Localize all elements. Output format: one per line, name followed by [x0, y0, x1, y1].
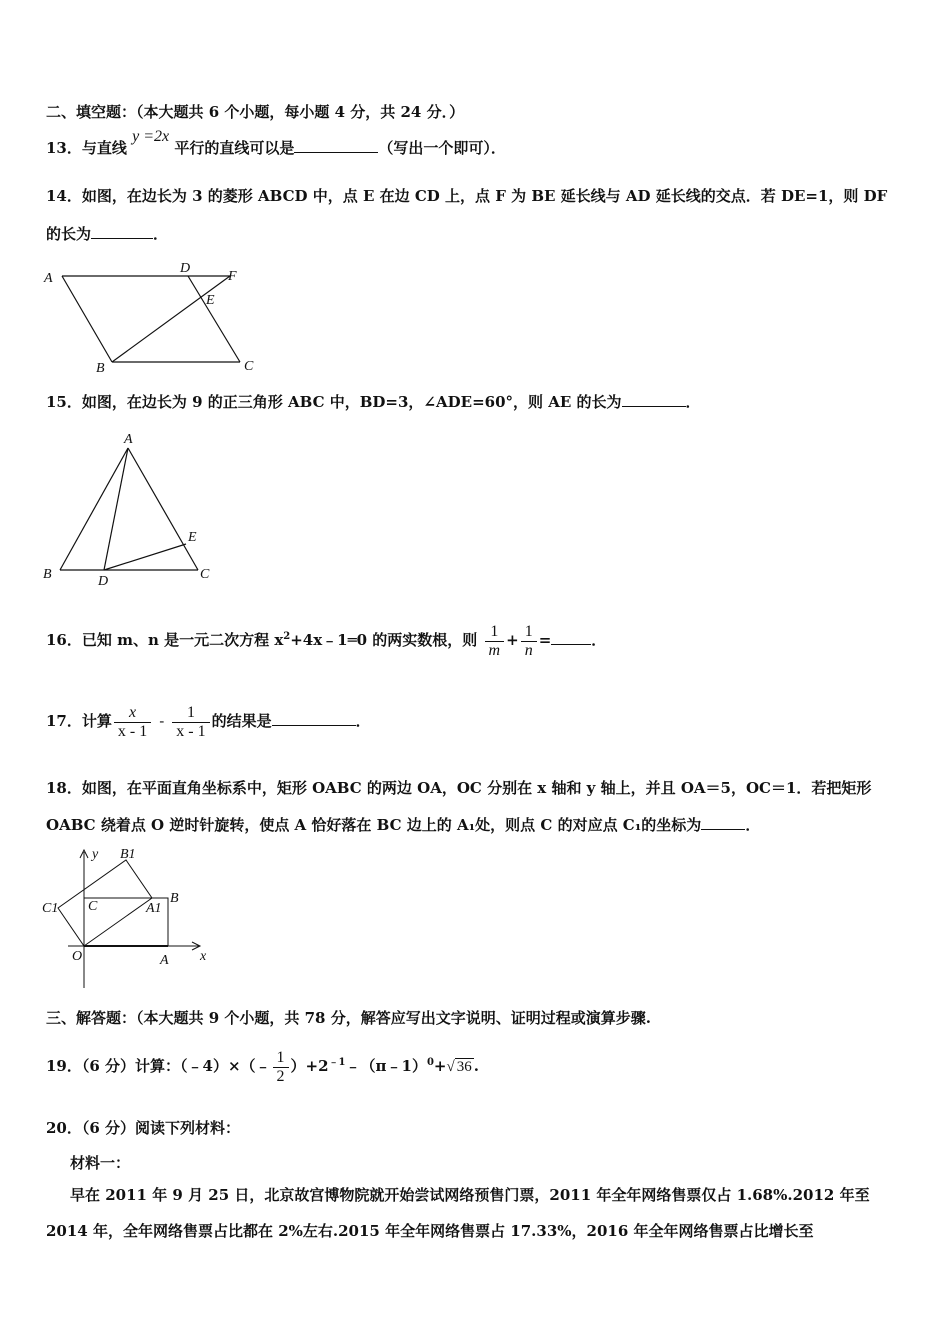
- label-B: B: [96, 361, 105, 376]
- q16-f1-denominator: m: [485, 641, 505, 660]
- q17-f2-numerator: 1: [186, 703, 195, 721]
- q18-line2-text: OABC 绕着点 O 逆时针旋转，使点 A 恰好落在 BC 边上的 A₁处，则点 C 的对应点 C₁的坐标为: [46, 816, 702, 834]
- question-15: [46, 392, 701, 412]
- label-O: O: [72, 949, 83, 964]
- q19-pre: 19．（6 分）计算：（﹣4）×（﹣: [46, 1057, 271, 1075]
- q15-text: 15．如图，在边长为 9 的正三角形 ABC 中，BD=3，∠ADE=60°，则 AE 的长为: [46, 393, 622, 411]
- q17-fraction-1: [114, 704, 151, 741]
- segment-AD: [104, 448, 128, 570]
- q19-part-2: ﹣（π﹣1）: [345, 1057, 427, 1075]
- rhombus-figure: [40, 258, 270, 376]
- label-C: C: [244, 359, 254, 374]
- coordinate-figure: [40, 842, 220, 992]
- q13-equation: y =2x: [132, 128, 170, 145]
- question-13: [46, 128, 506, 159]
- question-18-line2: [46, 815, 760, 835]
- label-C: C: [88, 899, 98, 914]
- label-B: B: [170, 891, 179, 906]
- q18-tail: ．: [745, 816, 761, 834]
- label-A1: A1: [146, 901, 162, 916]
- q17-f1-denominator: x - 1: [114, 722, 151, 741]
- q13-answer-blank: [294, 138, 378, 153]
- label-A: A: [160, 953, 169, 968]
- q17-tail: ．: [355, 712, 371, 730]
- question-14-line2: [46, 224, 168, 244]
- q17-fraction-2: [172, 704, 209, 741]
- q16-tail: ．: [591, 631, 607, 649]
- q17-pre: 17．计算: [46, 712, 112, 730]
- label-E: E: [206, 293, 215, 308]
- q16-f1-numerator: 1: [490, 622, 499, 640]
- q19-plus: +: [433, 1057, 447, 1075]
- q16-plus: +: [506, 631, 519, 649]
- rectangle-OA1B1C1: [58, 860, 152, 946]
- q13-number: 13．: [46, 139, 82, 157]
- q19-tail: .: [473, 1057, 479, 1075]
- q19-exponent-2: 0: [426, 1057, 434, 1068]
- label-E: E: [188, 530, 197, 545]
- q15-tail: ．: [685, 393, 701, 411]
- q17-f1-numerator: x: [128, 703, 137, 721]
- q19-part-1: ）+2: [290, 1057, 329, 1075]
- q20-material-label: 材料一：: [70, 1154, 131, 1172]
- edge-AB: [60, 448, 128, 570]
- q17-post: 的结果是: [211, 712, 272, 730]
- q19-radicand: 36: [456, 1059, 472, 1075]
- q14-line2-text: 的长为: [46, 225, 92, 243]
- label-A: A: [124, 432, 133, 447]
- q16-fraction-2: [521, 623, 537, 660]
- triangle-figure: [40, 428, 230, 590]
- segment-DE: [104, 544, 186, 570]
- label-F: F: [228, 269, 237, 284]
- q19-denominator: 2: [273, 1067, 289, 1086]
- q17-minus: -: [159, 712, 165, 730]
- q13-pre: 与直线: [81, 139, 127, 157]
- q14-tail: ．: [153, 225, 169, 243]
- q20-paragraph-line2: 2014 年，全年网络售票占比都在 2%左右.2015 年全年网络售票占 17.33%，2016 年全年网络售票占比增长至: [46, 1222, 814, 1240]
- label-A: A: [44, 271, 53, 286]
- label-D: D: [98, 574, 109, 589]
- q16-fraction-1: [485, 623, 505, 660]
- edge-DC: [188, 276, 240, 362]
- q16-answer-blank: [551, 630, 591, 645]
- q20-paragraph-line1: 早在 2011 年 9 月 25 日，北京故宫博物院就开始尝试网络预售门票，2011 年全年网络售票仅占 1.68%.2012 年至: [70, 1186, 870, 1204]
- q13-post: 平行的直线可以是: [174, 139, 295, 157]
- q14-answer-blank: [91, 224, 153, 239]
- section-3-title: 三、解答题：（本大题共 9 个小题，共 78 分，解答应写出文字说明、证明过程或演算步骤.: [46, 1009, 651, 1027]
- question-17: [46, 698, 371, 744]
- label-x: x: [200, 949, 207, 964]
- label-C: C: [200, 567, 210, 582]
- q16-equals: =: [538, 631, 552, 649]
- question-14-line1: 14．如图，在边长为 3 的菱形 ABCD 中，点 E 在边 CD 上，点 F 为 BE 延长线与 AD 延长线的交点．若 DE=1，则 DF: [46, 187, 888, 205]
- q16-f2-denominator: n: [521, 641, 537, 660]
- label-B: B: [43, 567, 52, 582]
- q19-numerator: 1: [276, 1048, 285, 1066]
- q19-sqrt: √ 36: [446, 1059, 472, 1075]
- q19-exponent-1: ﹣1: [328, 1057, 346, 1068]
- edge-AB: [62, 276, 112, 362]
- q15-answer-blank: [622, 392, 686, 407]
- label-B1: B1: [120, 847, 136, 862]
- q18-answer-blank: [701, 815, 745, 830]
- q16-mid: +4x﹣1═0 的两实数根，则: [290, 631, 478, 649]
- q16-superscript: 2: [283, 631, 291, 642]
- question-18-line1: 18．如图，在平面直角坐标系中，矩形 OABC 的两边 OA，OC 分别在 x 轴和 y 轴上，并且 OA＝5，OC＝1．若把矩形: [46, 779, 872, 797]
- section-2-title: 二、填空题：（本大题共 6 个小题，每小题 4 分，共 24 分．）: [46, 103, 465, 121]
- label-D: D: [180, 261, 191, 276]
- q19-fraction: [273, 1049, 289, 1086]
- question-20-head: 20．（6 分）阅读下列材料：: [46, 1119, 241, 1137]
- label-C1: C1: [42, 901, 59, 916]
- q16-pre: 16．已知 m、n 是一元二次方程 x: [46, 631, 284, 649]
- q17-answer-blank: [272, 711, 356, 726]
- q16-f2-numerator: 1: [524, 622, 533, 640]
- segment-BF: [112, 276, 230, 362]
- q13-tail: （写出一个即可）．: [378, 139, 506, 157]
- question-16: [46, 614, 606, 663]
- question-19: [46, 1038, 479, 1092]
- q17-f2-denominator: x - 1: [172, 722, 209, 741]
- label-y: y: [92, 847, 99, 862]
